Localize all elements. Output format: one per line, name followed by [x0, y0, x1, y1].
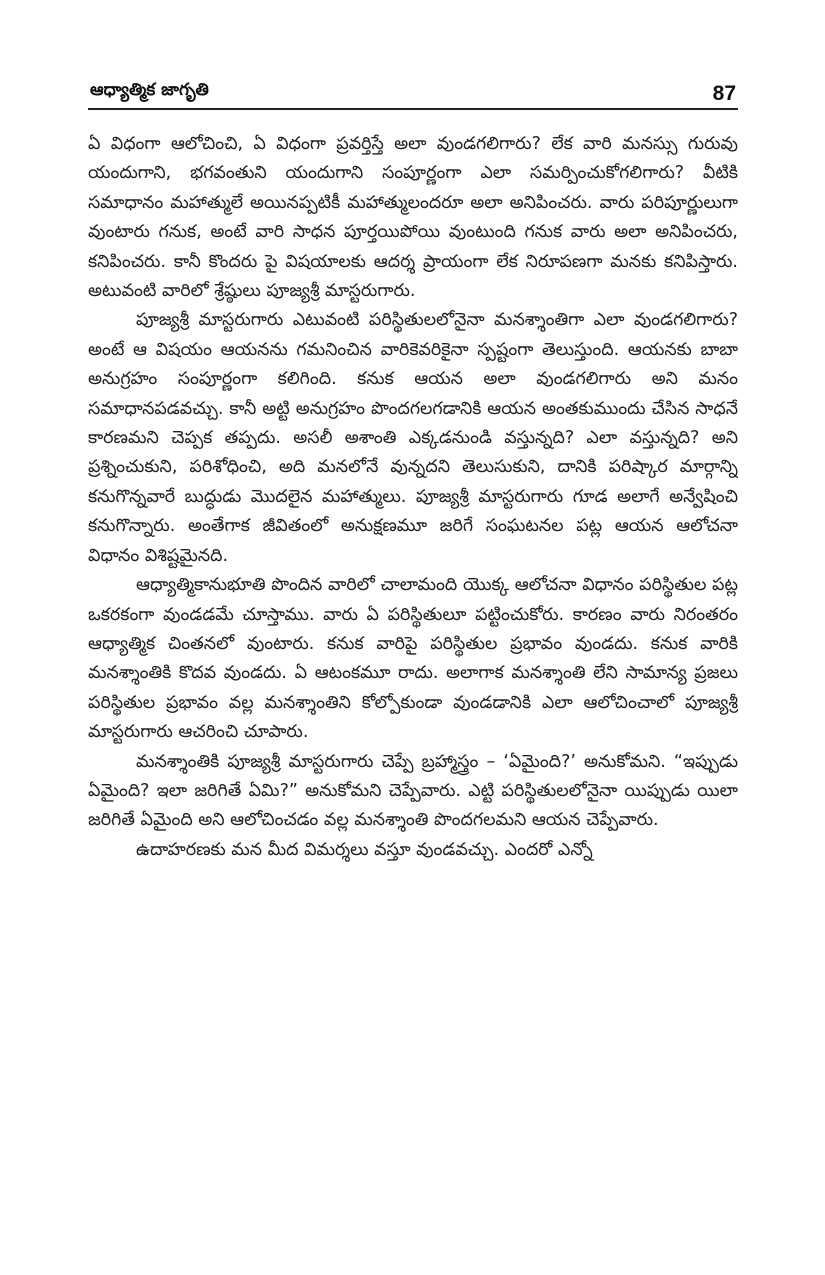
page-number: 87 — [712, 82, 736, 105]
paragraph-4: మనశ్శాంతికి పూజ్యశ్రీ మాస్టరుగారు చెప్పే బ్రహ్మాస్త్రం – ‘ఏమైంది?’ అనుకోమని. “ఇప్పుడు ఏమైంది? ఇలా జరిగితే ఏమి?” అనుకోమని చెప్పేవారు. ఎట్టి పరిస్థితులలోనైనా యిప్పుడు యిలా జరిగితే ఏమైంది అని ఆలోచించడం వల్ల మనశ్శాంతి పొందగలమని ఆయన చెప్పేవారు. — [88, 751, 738, 831]
page-body — [88, 130, 738, 1190]
paragraph-1: ఏ విధంగా ఆలోచించి, ఏ విధంగా ప్రవర్తిస్తే అలా వుండగలిగారు? లేక వారి మనస్సు గురువు యందుగాని, భగవంతుని యందుగాని సంపూర్ణంగా ఎలా సమర్పించుకోగలిగారు? వీటికి సమాధానం మహాత్ములే అయినప్పటికీ మహాత్ములందరూ అలా అనిపించరు. వారు పరిపూర్ణులుగా వుంటారు గనుక, అంటే వారి సాధన పూర్తయిపోయి వుంటుంది గనుక వారు అలా అనిపించరు, కనిపించరు. కానీ కొందరు పై విషయాలకు ఆదర్శ ప్రాయంగా లేక నిరూపణగా మనకు కనిపిస్తారు. అటువంటి వారిలో శ్రేష్ఠులు పూజ్యశ్రీ మాస్టరుగారు. — [88, 134, 738, 302]
paragraph-3: ఆధ్యాత్మికానుభూతి పొందిన వారిలో చాలామంది యొక్క ఆలోచనా విధానం పరిస్థితుల పట్ల ఒకరకంగా వుండడమే చూస్తాము. వారు ఏ పరిస్థితులూ పట్టించుకోరు. కారణం వారు నిరంతరం ఆధ్యాత్మిక చింతనలో వుంటారు. కనుక వారిపై పరిస్థితుల ప్రభావం వుండదు. కనుక వారికి మనశ్శాంతికి కొదవ వుండదు. ఏ ఆటంకమూ రాదు. అలాగాక మనశ్శాంతి లేని సామాన్య ప్రజలు పరిస్థితుల ప్రభావం వల్ల మనశ్శాంతిని కోల్పోకుండా వుండడానికి ఎలా ఆలోచించాలో పూజ్యశ్రీ మాస్టరుగారు ఆచరించి చూపారు. — [88, 575, 738, 743]
running-header — [88, 76, 738, 110]
paragraph-2: పూజ్యశ్రీ మాస్టరుగారు ఎటువంటి పరిస్థితులలోనైనా మనశ్శాంతిగా ఎలా వుండగలిగారు? అంటే ఆ విషయం ఆయనను గమనించిన వారికెవరికైనా స్పష్టంగా తెలుస్తుంది. ఆయనకు బాబా అనుగ్రహం సంపూర్ణంగా కలిగింది. కనుక ఆయన అలా వుండగలిగారు అని మనం సమాధానపడవచ్చు. కానీ అట్టి అనుగ్రహం పొందగలగడానికి ఆయన అంతకుముందు చేసిన సాధనే కారణమని చెప్పక తప్పదు. అసలీ అశాంతి ఎక్కడనుండి వస్తున్నది? ఎలా వస్తున్నది? అని ప్రశ్నించుకుని, పరిశోధించి, అది మనలోనే వున్నదని తెలుసుకుని, దానికి పరిష్కార మార్గాన్ని కనుగొన్నవారే బుద్ధుడు మొదలైన మహాత్ములు. పూజ్యశ్రీ మాస్టరుగారు గూడ అలాగే అన్వేషించి కనుగొన్నారు. అంతేగాక జీవితంలో అనుక్షణమూ జరిగే సంఘటనల పట్ల ఆయన ఆలోచనా విధానం విశిష్టమైనది. — [88, 310, 738, 566]
book-title: ఆధ్యాత్మిక జాగృతి — [90, 80, 209, 100]
paragraph-5: ఉదాహరణకు మన మీద విమర్శలు వస్తూ వుండవచ్చు. ఎందరో ఎన్నో — [136, 839, 593, 860]
